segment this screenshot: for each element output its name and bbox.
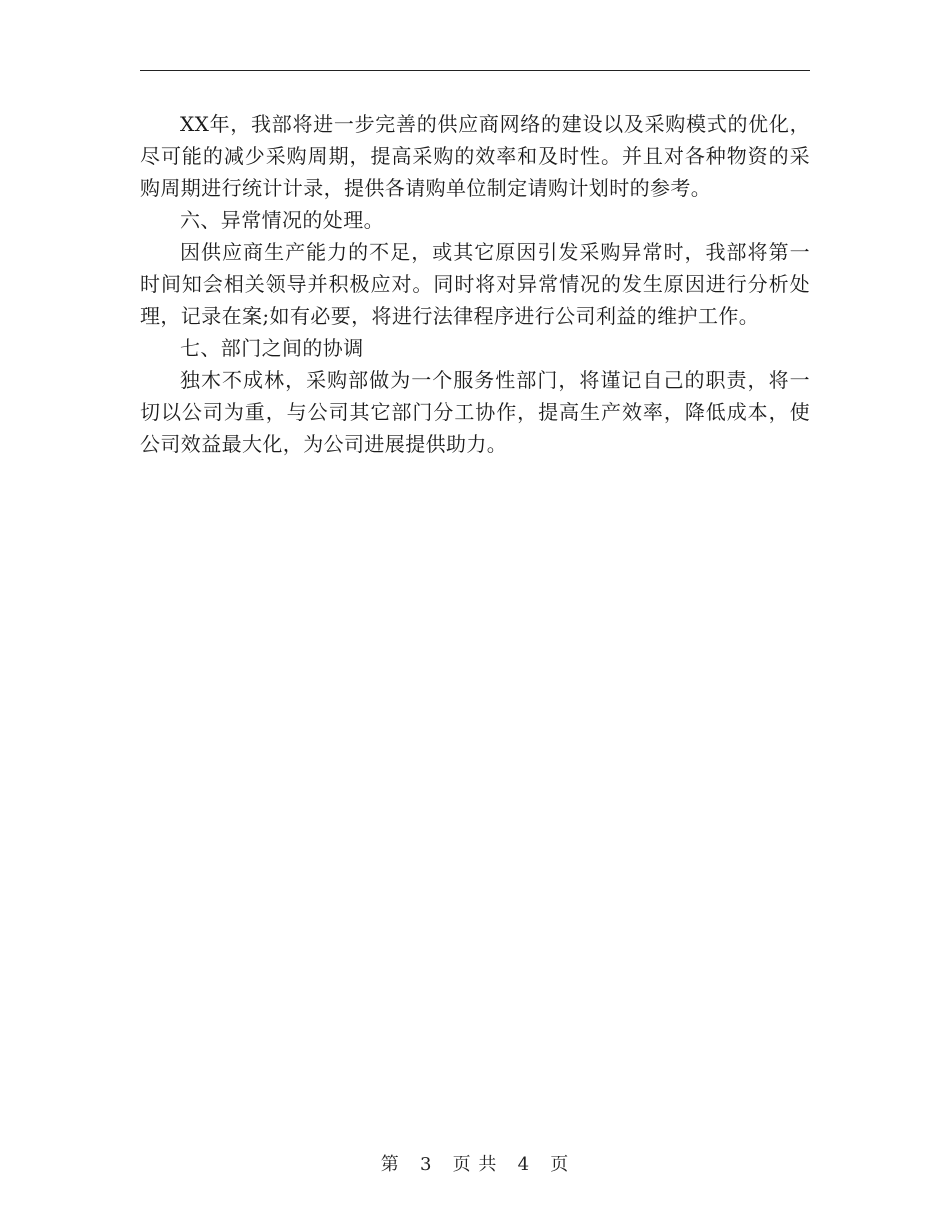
footer-suffix: 页	[550, 1154, 570, 1175]
footer-middle: 页 共	[452, 1154, 498, 1175]
page-footer	[0, 1153, 950, 1177]
document-body	[140, 108, 810, 460]
header-divider	[140, 70, 810, 71]
section-heading-department-coordination: 七、部门之间的协调	[180, 336, 364, 360]
section-heading-exception-handling: 六、异常情况的处理。	[180, 208, 384, 232]
footer-current-page: 3	[419, 1154, 433, 1175]
paragraph-exception-handling: 因供应商生产能力的不足，或其它原因引发采购异常时，我部将第一时间知会相关领导并积极应对。同时将对异常情况的发生原因进行分析处理，记录在案;如有必要，将进行法律程序进行公司利益的维护工作。	[140, 240, 810, 328]
footer-prefix: 第	[380, 1154, 400, 1175]
paragraph-procurement-optimization: XX年，我部将进一步完善的供应商网络的建设以及采购模式的优化，尽可能的减少采购周期，提高采购的效率和及时性。并且对各种物资的采购周期进行统计计录，提供各请购单位制定请购计划时的参考。	[140, 112, 810, 200]
footer-total-pages: 4	[517, 1154, 531, 1175]
paragraph-department-coordination: 独木不成林，采购部做为一个服务性部门，将谨记自己的职责，将一切以公司为重，与公司其它部门分工协作，提高生产效率，降低成本，使公司效益最大化，为公司进展提供助力。	[140, 368, 810, 456]
